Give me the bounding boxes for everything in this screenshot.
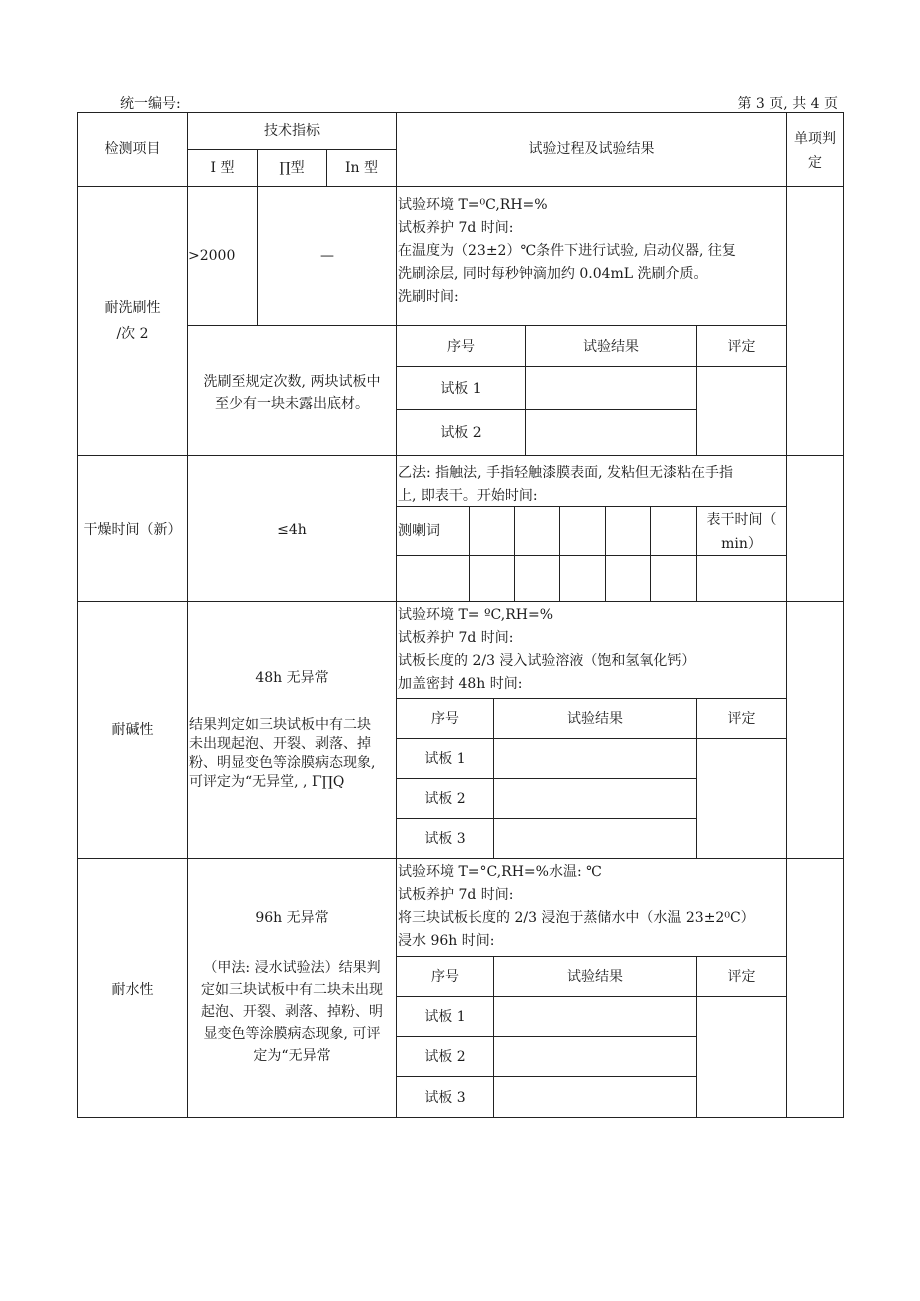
- dry-grid-col-5: [650, 506, 651, 601]
- table-border-bottom: [77, 1117, 844, 1118]
- scrub-process-text: [398, 194, 736, 309]
- col-header-process: 试验过程及试验结果: [528, 141, 655, 157]
- alkali-sub-header-verdict: 评定: [727, 711, 756, 727]
- col-header-verdict-line-1: 单项判: [794, 131, 836, 147]
- dry-grid-col-4: [605, 506, 606, 601]
- water-panel-3: 试板 3: [424, 1090, 466, 1106]
- water-sub-header-result: 试验结果: [567, 969, 623, 985]
- alkali-sub-header-no: 序号: [431, 711, 459, 727]
- dry-grid-mid: [396, 555, 786, 556]
- alkali-sub-row-2: [396, 778, 696, 779]
- water-spec-line: （甲法: 浸水试验法）结果判: [203, 960, 381, 976]
- scrub-sub-header-result: 试验结果: [583, 339, 639, 355]
- alkali-panel-3: 试板 3: [424, 831, 466, 847]
- table-border-top: [77, 112, 844, 113]
- water-sub-top: [396, 956, 786, 957]
- alkali-sub-row-3: [396, 818, 696, 819]
- alkali-spec-title: 48h 无异常: [255, 670, 329, 686]
- dry-grid-col-3: [559, 506, 560, 601]
- alkali-sub-header-result: 试验结果: [567, 711, 623, 727]
- scrub-process-line: 洗刷涂层, 同时每秒钟滴加约 0.04mL 洗刷介质。: [398, 266, 708, 282]
- scrub-sub-header-verdict: 评定: [727, 339, 756, 355]
- row-divider-alkali: [77, 858, 844, 859]
- water-spec-line: 定如三块试板中有二块未出现: [201, 982, 383, 998]
- water-process-line: 浸水 96h 时间:: [398, 933, 495, 949]
- alkali-process-line: 加盖密封 48h 时间:: [398, 676, 523, 692]
- scrub-process-line: 在温度为（23±2）℃条件下进行试验, 启动仪器, 往复: [398, 243, 736, 259]
- col-header-type-1: I 型: [210, 160, 235, 176]
- col-header-verdict-line-2: 定: [808, 155, 822, 171]
- scrub-sub-header-no: 序号: [447, 339, 475, 355]
- dry-time-header-line-2: min）: [721, 536, 762, 552]
- water-process-line: 将三块试板长度的 2/3 浸泡于蒸储水中（水温 23±2⁰C）: [398, 910, 755, 926]
- col-divider-verdict: [786, 112, 787, 1118]
- scrub-panel-2: 试板 2: [440, 425, 482, 441]
- dry-process-line: 上, 即表干。开始时间:: [398, 488, 538, 504]
- alkali-panel-1: 试板 1: [424, 751, 466, 767]
- dry-grid-col-1: [469, 506, 470, 601]
- water-spec-text: [188, 957, 396, 1067]
- unified-number-label: 统一编号:: [120, 96, 181, 112]
- scrub-spec-type-1: >2000: [188, 248, 236, 264]
- col-header-type-2: ∏型: [279, 160, 305, 176]
- alkali-spec-line: 粉、明显变色等涂膜病态现象,: [189, 755, 376, 771]
- dry-time-header-line-1: 表干时间（: [706, 512, 777, 528]
- scrub-name-line-1: 耐洗刷性: [104, 300, 161, 316]
- scrub-name-line-2: /次 2: [116, 326, 149, 342]
- alkali-process-text: [398, 604, 695, 696]
- col-header-item: 检测项目: [104, 141, 161, 157]
- table-border-right: [843, 112, 844, 1118]
- water-process-line: 试验环境 T=°C,RH=%水温: ℃: [398, 864, 602, 880]
- scrub-process-line: 洗刷时间:: [398, 289, 459, 305]
- scrub-panel-1: 试板 1: [440, 381, 482, 397]
- alkali-spec-line: 结果判定如三块试板中有二块: [189, 717, 371, 733]
- water-process-text: [398, 861, 755, 953]
- water-sub-header-verdict: 评定: [727, 969, 756, 985]
- scrub-sub-row-2: [396, 409, 696, 410]
- water-sub-row-1: [396, 996, 786, 997]
- water-sub-row-2: [396, 1036, 696, 1037]
- alkali-name: 耐碱性: [111, 722, 154, 738]
- scrub-spec-type-2-3: —: [320, 248, 334, 264]
- dry-row-label: 测喇词: [398, 523, 440, 539]
- scrub-sub-row-1: [396, 366, 786, 367]
- page-indicator: 第 3 页, 共 4 页: [737, 96, 838, 112]
- scrub-criterion-line: 洗刷至规定次数, 两块试板中: [203, 374, 381, 390]
- water-panel-2: 试板 2: [424, 1049, 466, 1065]
- scrub-criterion-text: [188, 371, 396, 415]
- row-divider-scrub: [77, 455, 844, 456]
- scrub-criterion-line: 至少有一块未露出底材。: [215, 396, 369, 412]
- scrub-process-line: 试验环境 T=⁰C,RH=%: [398, 197, 548, 213]
- alkali-spec-text: [189, 716, 375, 792]
- alkali-panel-2: 试板 2: [424, 791, 466, 807]
- row-divider-header: [77, 186, 844, 187]
- dry-grid-col-2: [514, 506, 515, 601]
- dry-spec: ≤4h: [277, 522, 307, 538]
- col-header-type-3: In 型: [345, 160, 378, 176]
- col-header-spec: 技术指标: [264, 123, 320, 139]
- alkali-process-line: 试板养护 7d 时间:: [398, 630, 514, 646]
- dry-process-text: [398, 462, 733, 508]
- dry-process-line: 乙法: 指触法, 手指轻触漆膜表面, 发粘但无漆粘在手指: [398, 465, 733, 481]
- water-panel-1: 试板 1: [424, 1009, 466, 1025]
- table-border-left: [77, 112, 78, 1118]
- alkali-process-line: 试板长度的 2/3 浸入试验溶液（饱和氢氧化钙）: [398, 653, 696, 669]
- alkali-sub-top: [396, 698, 786, 699]
- water-spec-line: 定为“无异常: [253, 1048, 331, 1064]
- water-spec-title: 96h 无异常: [255, 910, 329, 926]
- alkali-sub-row-1: [396, 738, 786, 739]
- col-divider-process: [396, 112, 397, 1118]
- alkali-spec-line: 未出现起泡、开裂、剥落、掉: [189, 736, 371, 752]
- water-sub-header-no: 序号: [431, 969, 459, 985]
- alkali-process-line: 试验环境 T= ºC,RH=%: [398, 607, 553, 623]
- dry-name: 干燥时间（新）: [83, 522, 182, 538]
- scrub-process-line: 试板养护 7d 时间:: [398, 220, 514, 236]
- alkali-spec-line: 可评定为“无异堂, , Γ∏Q: [189, 774, 345, 790]
- row-divider-dry: [77, 601, 844, 602]
- water-sub-row-3: [396, 1076, 696, 1077]
- header-spec-divider: [187, 149, 396, 150]
- water-name: 耐水性: [111, 982, 154, 998]
- water-spec-line: 显变色等涂膜病态现象, 可评: [203, 1026, 381, 1042]
- water-spec-line: 起泡、开裂、剥落、掉粉、明: [201, 1004, 383, 1020]
- water-process-line: 试板养护 7d 时间:: [398, 887, 514, 903]
